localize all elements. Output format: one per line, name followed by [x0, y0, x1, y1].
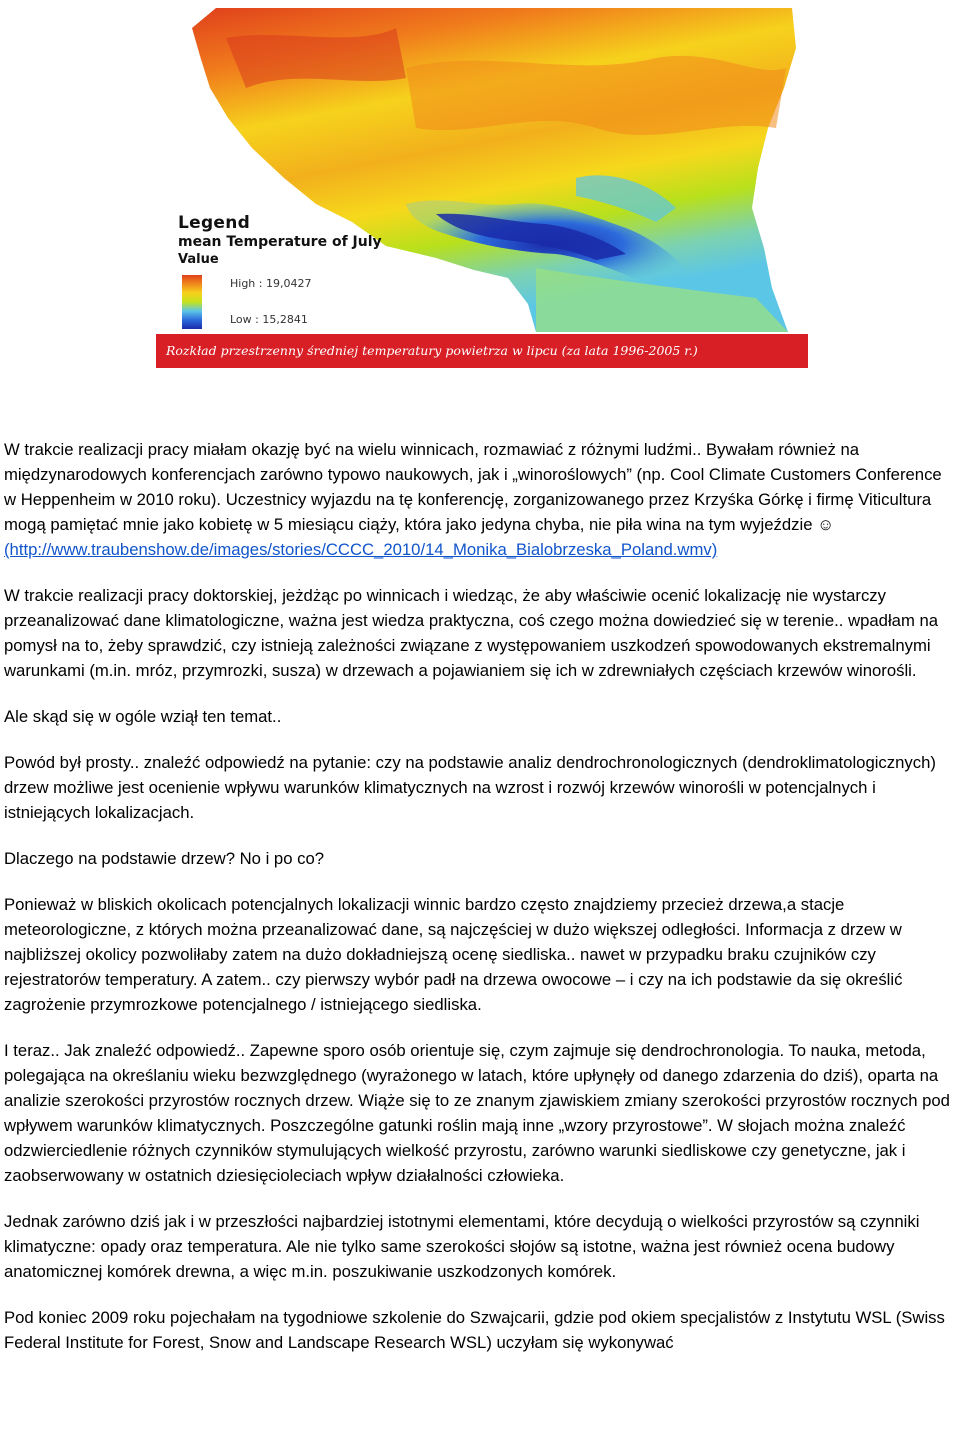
legend-scale: [178, 271, 478, 326]
paragraph-3: Ale skąd się w ogóle wziął ten temat..: [4, 707, 282, 726]
video-link[interactable]: (http://www.traubenshow.de/images/stories/CCCC_2010/14_Monika_Bialobrzeska_Poland.wmv): [4, 540, 718, 559]
temperature-map-figure: [156, 8, 808, 368]
orange-band: [406, 56, 786, 135]
paragraph-8: Jednak zarówno dziś jak i w przeszłości najbardziej istotnymi elementami, które decydują o wielkości przyrostów są czynniki klimatyczne: opady oraz temperatura. Ale nie tylko same szerokości słojów są istotne, ważna jest również ocena budowy anatomicznej komórek drewna, a więc m.in. poszukiwanie uszkodzonych komórek.: [4, 1212, 920, 1281]
paragraph-4: Powód był prosty.. znaleźć odpowiedź na pytanie: czy na podstawie analiz dendrochronologicznych (dendroklimatologicznych) drzew możliwe jest ocenienie wpływu warunków klimatycznych na wzrost i rozwój krzewów winorośli w potencjalnych i istniejących lokalizacjach.: [4, 753, 936, 822]
paragraph-7: I teraz.. Jak znaleźć odpowiedź.. Zapewne sporo osób orientuje się, czym zajmuje się dendrochronologia. To nauka, metoda, polegająca na określaniu wieku bezwzględnego (wyrażonego w latach, które upłynęły od danego zdarzenia do dziś), oparta na analizie szerokości przyrostów rocznych drzew. Wiąże się to ze znanym zjawiskiem zmiany szerokości przyrostów rocznych pod wpływem warunków klimatycznych. Poszczególne gatunki roślin mają inne „wzory przyrostowe”. W słojach można znaleźć odzwierciedlenie różnych czynników stymulujących wielkość przyrostu, zarówno warunki siedliskowe czy genetyczne, jak i zaobserwowany w ostatnich dziesięcioleciach wpływ działalności człowieka.: [4, 1041, 950, 1185]
map-legend: [178, 213, 478, 326]
legend-low-label: Low : 15,2841: [230, 313, 308, 326]
legend-subtitle: mean Temperature of July: [178, 234, 382, 250]
paragraph-6: Ponieważ w bliskich okolicach potencjalnych lokalizacji winnic bardzo często znajdziemy przecież drzewa,a stacje meteorologiczne, z których można przeanalizować dane, są najczęściej w dużo większej odległości. Informacja z drzew w najbliższej okolicy pozwoliłaby zatem na dużo dokładniejszą ocenę siedliska.. nawet w przypadku braku czujników czy rejestratorów temperatury. A zatem.. czy pierwszy wybór padł na drzewa owocowe – i czy na ich podstawie da się określić zagrożenie przymrozkowe potencjalnego / istniejącego siedliska.: [4, 895, 903, 1014]
legend-color-ramp: [182, 275, 202, 329]
map-caption: Rozkład przestrzenny średniej temperatury powietrza w lipcu (za lata 1996-2005 r.): [156, 334, 808, 368]
legend-value-label: Value: [178, 252, 219, 267]
paragraph-1: [4, 437, 956, 562]
paragraph-9: Pod koniec 2009 roku pojechałam na tygodniowe szkolenie do Szwajcarii, gdzie pod okiem specjalistów z Instytutu WSL (Swiss Federal Institute for Forest, Snow and Landscape Research WSL) uczyłam się wykonywać: [4, 1308, 945, 1352]
temperature-map: [156, 8, 808, 332]
paragraph-5: Dlaczego na podstawie drzew? No i po co?: [4, 849, 325, 868]
legend-title: Legend: [178, 213, 251, 233]
legend-high-label: High : 19,0427: [230, 277, 312, 290]
paragraph-1-text: W trakcie realizacji pracy miałam okazję być na wielu winnicach, rozmawiać z różnymi ludźmi.. Bywałam również na międzynarodowych konferencjach zarówno typowo naukowych, jak i „winoroślowych” (np. Cool Climate Customers Conference w Heppenheim w 2010 roku). Uczestnicy wyjazdu na tę konferencję, zorganizowanego przez Krzyśka Górkę i firmę Viticultura mogą pamiętać mnie jako kobietę w 5 miesiącu ciąży, która jako jedyna chyba, nie piła wina na tym wyjeździe ☺: [4, 440, 942, 534]
paragraph-2: W trakcie realizacji pracy doktorskiej, jeżdżąc po winnicach i wiedząc, że aby właściwie ocenić lokalizację nie wystarczy przeanalizować dane klimatologiczne, ważna jest wiedza praktyczna, coś czego można dowiedzieć się w terenie.. wpadłam na pomysł na to, żeby sprawdzić, czy istnieją zależności związane z występowaniem uszkodzeń spowodowanych ekstremalnymi warunkami (m.in. mróz, przymrozki, susza) w drzewach a pojawianiem się ich w zdrewniałych częściach krzewów winorośli.: [4, 586, 939, 680]
article-body: [4, 437, 956, 1376]
